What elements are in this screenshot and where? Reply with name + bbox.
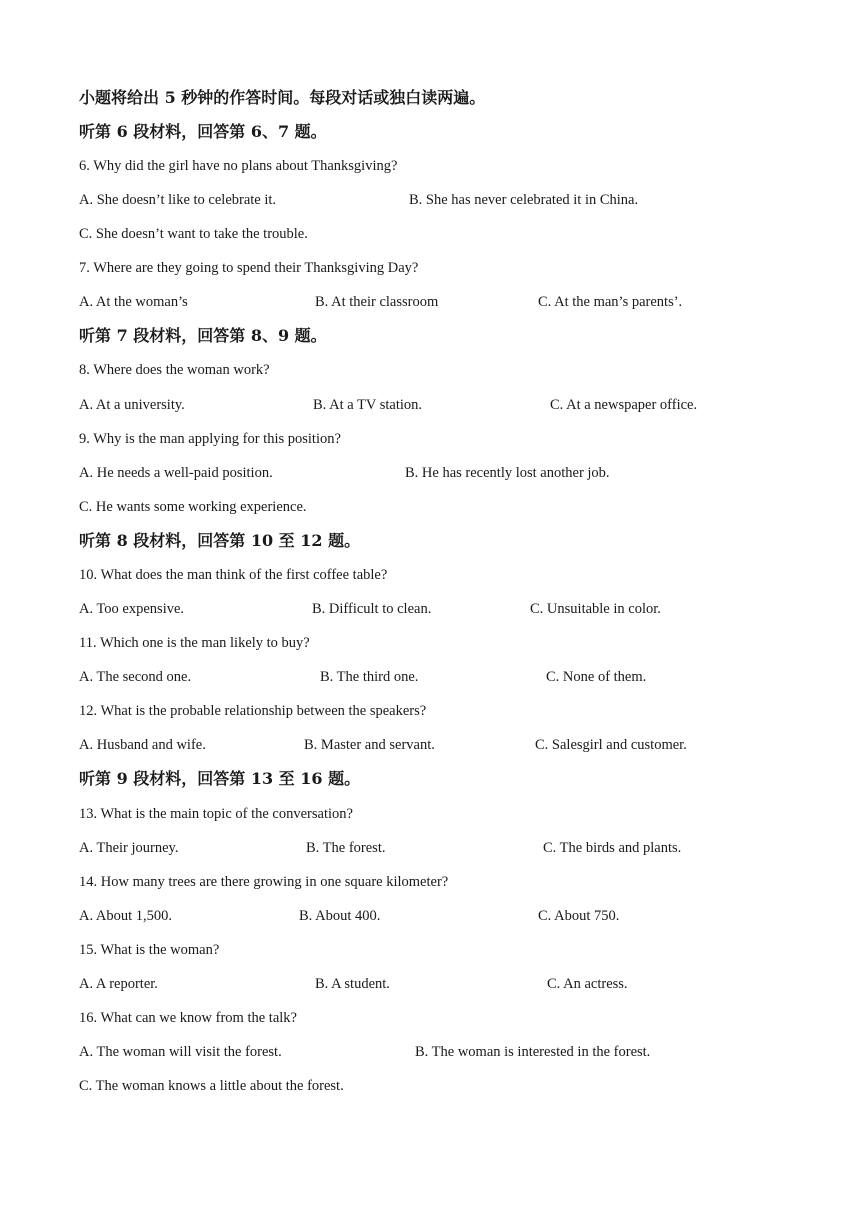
option-c: C. None of them.: [546, 669, 647, 685]
option-b: B. The woman is interested in the forest.: [415, 1044, 651, 1060]
question-text: 10. What does the man think of the first coffee table?: [79, 567, 388, 583]
question-text: 15. What is the woman?: [79, 942, 220, 958]
question-text: 11. Which one is the man likely to buy?: [79, 635, 310, 651]
question-text: 12. What is the probable relationship between the speakers?: [79, 703, 427, 719]
option-b: B. About 400.: [299, 908, 381, 924]
option-a: A. Husband and wife.: [79, 737, 206, 753]
option-a: A. About 1,500.: [79, 908, 173, 924]
section-heading: 听第 8 段材料，回答第 10 至 12 题。: [79, 531, 361, 550]
option-b: B. She has never celebrated it in China.: [409, 192, 639, 208]
option-b: B. The forest.: [306, 840, 386, 856]
option-b: B. At their classroom: [315, 294, 439, 310]
option-b: B. At a TV station.: [313, 397, 423, 413]
option-c: C. At a newspaper office.: [550, 397, 698, 413]
question-text: 8. Where does the woman work?: [79, 362, 270, 378]
intro-instruction: 小题将给出 5 秒钟的作答时间。每段对话或独白读两遍。: [79, 88, 486, 107]
option-c: C. Salesgirl and customer.: [535, 737, 687, 753]
option-c: C. The birds and plants.: [543, 840, 682, 856]
section-heading: 听第 7 段材料，回答第 8、9 题。: [79, 326, 327, 345]
option-c: C. At the man’s parents’.: [538, 294, 683, 310]
option-a: A. At the woman’s: [79, 294, 188, 310]
option-b: B. A student.: [315, 976, 390, 992]
option-a: A. The woman will visit the forest.: [79, 1044, 282, 1060]
question-text: 13. What is the main topic of the conversation?: [79, 806, 353, 822]
option-a: A. A reporter.: [79, 976, 158, 992]
option-c: C. Unsuitable in color.: [530, 601, 661, 617]
question-text: 16. What can we know from the talk?: [79, 1010, 297, 1026]
option-b: B. He has recently lost another job.: [405, 465, 610, 481]
option-a: A. Too expensive.: [79, 601, 185, 617]
option-b: B. The third one.: [320, 669, 419, 685]
option-c: C. An actress.: [547, 976, 628, 992]
question-text: 14. How many trees are there growing in one square kilometer?: [79, 874, 449, 890]
question-text: 6. Why did the girl have no plans about Thanksgiving?: [79, 158, 398, 174]
question-text: 9. Why is the man applying for this position?: [79, 431, 341, 447]
option-a: A. At a university.: [79, 397, 185, 413]
option-c: C. He wants some working experience.: [79, 499, 307, 515]
option-c: C. The woman knows a little about the forest.: [79, 1078, 344, 1094]
question-text: 7. Where are they going to spend their Thanksgiving Day?: [79, 260, 419, 276]
option-c: C. She doesn’t want to take the trouble.: [79, 226, 308, 242]
option-a: A. He needs a well-paid position.: [79, 465, 273, 481]
option-b: B. Difficult to clean.: [312, 601, 432, 617]
option-a: A. She doesn’t like to celebrate it.: [79, 192, 277, 208]
option-c: C. About 750.: [538, 908, 620, 924]
section-heading: 听第 9 段材料，回答第 13 至 16 题。: [79, 769, 361, 788]
option-b: B. Master and servant.: [304, 737, 435, 753]
section-heading: 听第 6 段材料，回答第 6、7 题。: [79, 122, 327, 141]
option-a: A. The second one.: [79, 669, 192, 685]
option-a: A. Their journey.: [79, 840, 179, 856]
